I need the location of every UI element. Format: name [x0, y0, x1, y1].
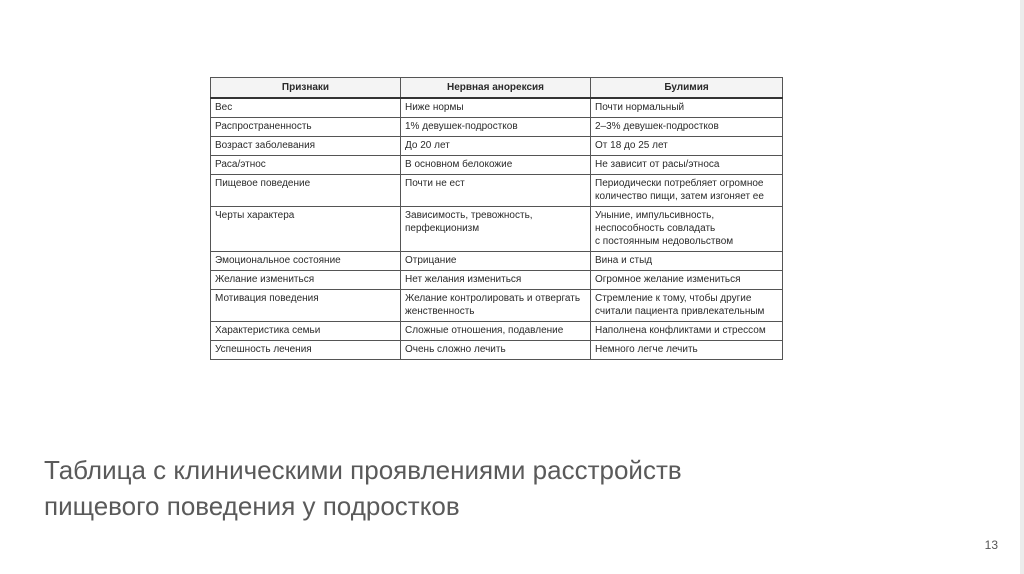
table-image: [210, 77, 783, 360]
header-anorexia: Нервная анорексия: [401, 78, 591, 99]
table-body: [211, 98, 783, 360]
cell-anorexia: Ниже нормы: [401, 98, 591, 118]
cell-anorexia: Зависимость, тревожность, перфекционизм: [401, 207, 591, 252]
cell-anorexia: Нет желания измениться: [401, 271, 591, 290]
table-row: [211, 98, 783, 118]
cell-bulimia: Стремление к тому, чтобы другие считали пациента привлекательным: [591, 290, 783, 322]
cell-anorexia: Почти не ест: [401, 175, 591, 207]
cell-anorexia: До 20 лет: [401, 137, 591, 156]
table-row: [211, 175, 783, 207]
cell-bulimia: Уныние, импульсивность, неспособность совладать с постоянным недовольством: [591, 207, 783, 252]
table-row: [211, 252, 783, 271]
table-row: [211, 290, 783, 322]
cell-anorexia: Сложные отношения, подавление: [401, 322, 591, 341]
cell-sign: Мотивация поведения: [211, 290, 401, 322]
table-row: [211, 137, 783, 156]
table-row: [211, 322, 783, 341]
table-row: [211, 156, 783, 175]
table-row: [211, 207, 783, 252]
slide-caption: Таблица с клиническими проявлениями расстройств пищевого поведения у подростков: [44, 455, 682, 521]
cell-anorexia: Отрицание: [401, 252, 591, 271]
table-row: [211, 271, 783, 290]
cell-sign: Распространенность: [211, 118, 401, 137]
cell-anorexia: 1% девушек-подростков: [401, 118, 591, 137]
cell-sign: Характеристика семьи: [211, 322, 401, 341]
cell-bulimia: Вина и стыд: [591, 252, 783, 271]
cell-sign: Раса/этнос: [211, 156, 401, 175]
table-row: [211, 118, 783, 137]
cell-sign: Возраст заболевания: [211, 137, 401, 156]
cell-bulimia: Наполнена конфликтами и стрессом: [591, 322, 783, 341]
cell-sign: Успешность лечения: [211, 341, 401, 360]
cell-sign: Желание измениться: [211, 271, 401, 290]
cell-bulimia: Немного легче лечить: [591, 341, 783, 360]
cell-sign: Черты характера: [211, 207, 401, 252]
cell-sign: Пищевое поведение: [211, 175, 401, 207]
cell-bulimia: Почти нормальный: [591, 98, 783, 118]
comparison-table: [210, 77, 783, 360]
cell-anorexia: В основном белокожие: [401, 156, 591, 175]
cell-anorexia: Желание контролировать и отвергать женственность: [401, 290, 591, 322]
cell-bulimia: Огромное желание измениться: [591, 271, 783, 290]
header-signs: Признаки: [211, 78, 401, 99]
cell-anorexia: Очень сложно лечить: [401, 341, 591, 360]
page-number: 13: [984, 538, 998, 552]
cell-bulimia: От 18 до 25 лет: [591, 137, 783, 156]
cell-bulimia: Не зависит от расы/этноса: [591, 156, 783, 175]
header-bulimia: Булимия: [591, 78, 783, 99]
cell-sign: Вес: [211, 98, 401, 118]
cell-bulimia: 2–3% девушек-подростков: [591, 118, 783, 137]
table-row: [211, 341, 783, 360]
cell-bulimia: Периодически потребляет огромное количество пищи, затем изгоняет ее: [591, 175, 783, 207]
cell-sign: Эмоциональное состояние: [211, 252, 401, 271]
slide-edge: [1020, 0, 1024, 574]
table-header-row: [211, 78, 783, 99]
